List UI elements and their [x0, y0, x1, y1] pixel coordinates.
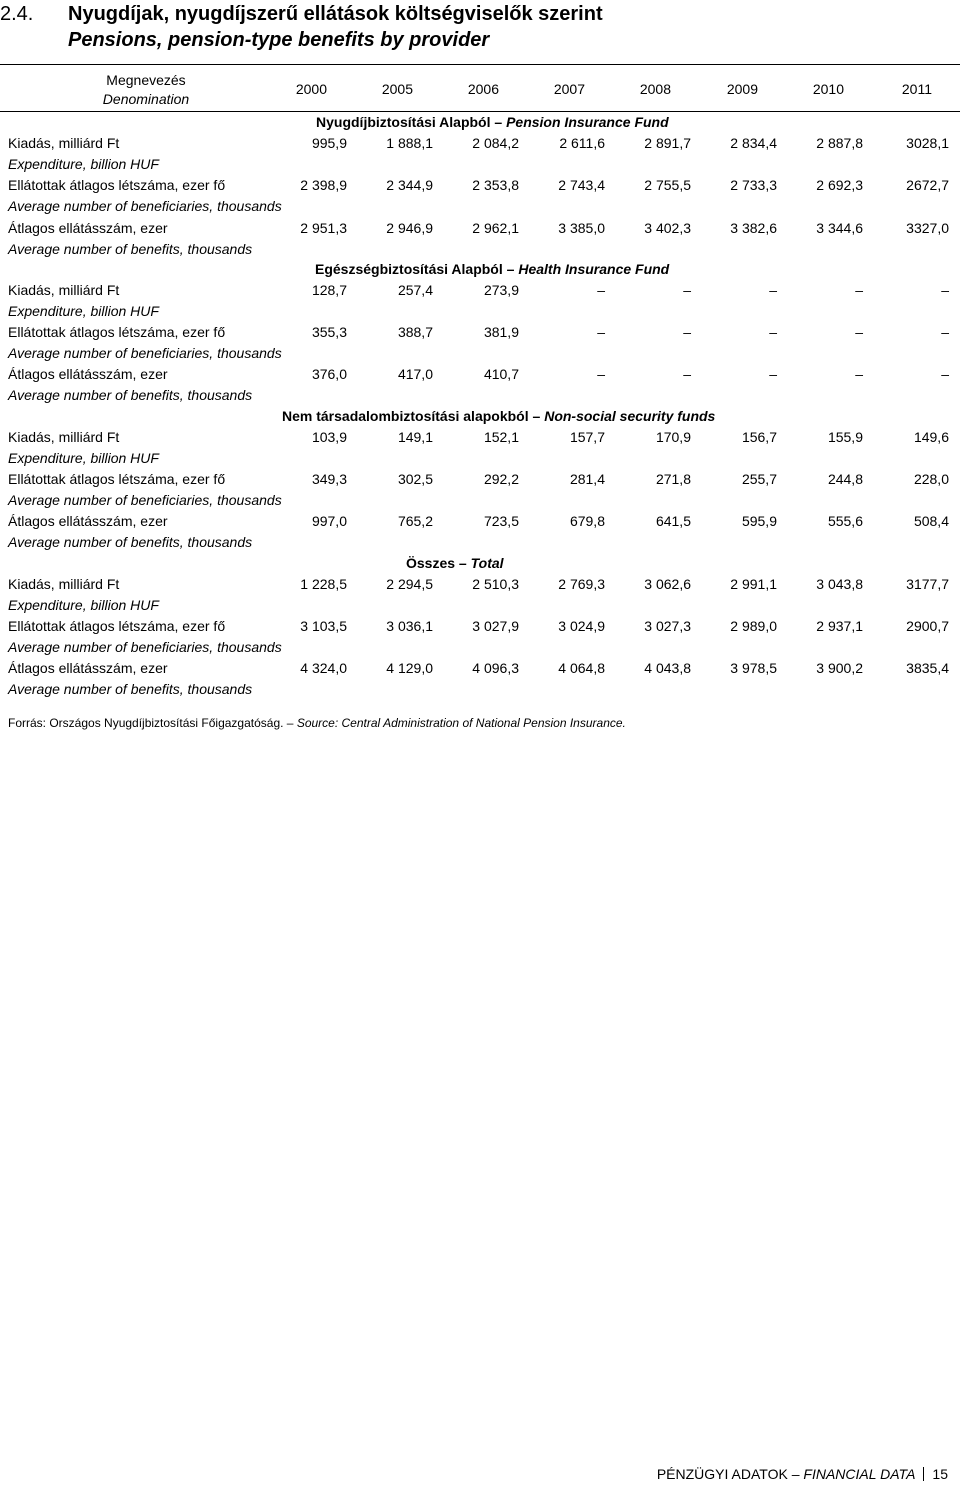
cell-value: –	[683, 324, 691, 341]
cell-value: 765,2	[397, 513, 433, 530]
cell-value: 128,7	[311, 281, 347, 298]
cell-value: 349,3	[311, 471, 347, 488]
cell-value: 3 027,9	[472, 617, 519, 634]
cell-value: 2 937,1	[816, 617, 863, 634]
cell-value: 4 324,0	[300, 660, 347, 677]
table-row	[0, 426, 960, 468]
cell-value: 3 024,9	[558, 617, 605, 634]
row-label-en: Expenditure, billion HUF	[8, 449, 159, 466]
row-label-en: Expenditure, billion HUF	[8, 156, 159, 172]
cell-value: 228,0	[913, 471, 949, 488]
cell-value: 2900,7	[906, 617, 949, 634]
section-header: Összes – Total	[406, 554, 504, 571]
cell-value: –	[941, 324, 949, 341]
cell-value: –	[769, 281, 777, 298]
cell-value: 170,9	[655, 428, 691, 445]
cell-value: 292,2	[483, 471, 519, 488]
row-label-en: Average number of benefits, thousands	[8, 387, 253, 404]
cell-value: 2 946,9	[386, 219, 433, 236]
cell-value: 156,7	[741, 428, 777, 445]
cell-value: 508,4	[913, 513, 949, 530]
cell-value: 2 991,1	[730, 575, 777, 592]
cell-value: 3 043,8	[816, 575, 863, 592]
cell-value: 2 743,4	[558, 177, 605, 194]
row-label-hu: Kiadás, milliárd Ft	[8, 135, 120, 151]
cell-value: 149,1	[397, 428, 433, 445]
cell-value: 2 769,3	[558, 575, 605, 592]
cell-value: 4 043,8	[644, 660, 691, 677]
cell-value: 995,9	[311, 135, 347, 151]
cell-value: 244,8	[827, 471, 863, 488]
table-row	[0, 279, 960, 321]
year-header: 2005	[381, 81, 413, 97]
row-label-hu: Kiadás, milliárd Ft	[8, 428, 120, 445]
cell-value: 149,6	[913, 428, 949, 445]
cell-value: 281,4	[569, 471, 605, 488]
cell-value: 381,9	[483, 324, 519, 341]
row-label-en: Average number of beneficiaries, thousands	[8, 345, 282, 362]
cell-value: 255,7	[741, 471, 777, 488]
table-row	[0, 174, 960, 216]
cell-value: 271,8	[655, 471, 691, 488]
table-row	[0, 468, 960, 510]
title-hungarian: Nyugdíjak, nyugdíjszerű ellátások költségviselők szerint	[68, 3, 603, 25]
table-row	[0, 510, 960, 552]
cell-value: 679,8	[569, 513, 605, 530]
cell-value: 376,0	[311, 366, 347, 383]
cell-value: –	[855, 324, 863, 341]
section-title-hu: Összes	[406, 554, 456, 571]
source-hu: Forrás: Országos Nyugdíjbiztosítási Főigazgatóság.	[8, 716, 284, 730]
cell-value: 2 084,2	[472, 135, 519, 151]
row-label-hu: Átlagos ellátásszám, ezer	[8, 366, 168, 383]
year-header: 2007	[553, 81, 585, 97]
cell-value: –	[769, 366, 777, 383]
row-label-hu: Átlagos ellátásszám, ezer	[8, 219, 168, 236]
year-header: 2009	[726, 81, 758, 97]
cell-value: –	[597, 324, 605, 341]
cell-value: –	[941, 281, 949, 298]
table-row	[0, 657, 960, 699]
cell-value: 2 733,3	[730, 177, 777, 194]
table-row	[0, 615, 960, 657]
cell-value: –	[597, 281, 605, 298]
cell-value: 2 962,1	[472, 219, 519, 236]
cell-value: 2 834,4	[730, 135, 777, 151]
title-english: Pensions, pension-type benefits by provider	[68, 29, 490, 51]
cell-value: 3327,0	[906, 219, 949, 236]
cell-value: 257,4	[397, 281, 433, 298]
year-header: 2006	[467, 81, 499, 97]
cell-value: 2 692,3	[816, 177, 863, 194]
cell-value: 417,0	[397, 366, 433, 383]
denomination-en: Denomination	[102, 91, 190, 107]
denomination-header	[60, 71, 232, 109]
cell-value: 155,9	[827, 428, 863, 445]
cell-value: 3 027,3	[644, 617, 691, 634]
section-title-en: Pension Insurance Fund	[506, 114, 669, 130]
cell-value: 2 510,3	[472, 575, 519, 592]
cell-value: 2 294,5	[386, 575, 433, 592]
cell-value: –	[941, 366, 949, 383]
section-title-hu: Nyugdíjbiztosítási Alapból	[316, 114, 491, 130]
cell-value: 555,6	[827, 513, 863, 530]
denomination-hu: Megnevezés	[106, 72, 186, 88]
cell-value: 3 344,6	[816, 219, 863, 236]
cell-value: 3835,4	[906, 660, 949, 677]
cell-value: 2672,7	[906, 177, 949, 194]
cell-value: 1 888,1	[386, 135, 433, 151]
section-number: 2.4.	[0, 3, 34, 25]
cell-value: 3 103,5	[300, 617, 347, 634]
cell-value: 3177,7	[906, 575, 949, 592]
year-header: 2010	[812, 81, 844, 97]
cell-value: 2 951,3	[300, 219, 347, 236]
cell-value: 355,3	[311, 324, 347, 341]
row-label-hu: Átlagos ellátásszám, ezer	[8, 513, 168, 530]
row-label-hu: Ellátottak átlagos létszáma, ezer fő	[8, 617, 226, 634]
cell-value: 2 891,7	[644, 135, 691, 151]
data-table	[0, 64, 960, 700]
page-number: 15	[932, 1466, 948, 1482]
row-label-hu: Kiadás, milliárd Ft	[8, 281, 120, 298]
cell-value: 2 611,6	[559, 135, 605, 151]
row-label-en: Average number of beneficiaries, thousands	[8, 492, 282, 509]
footer-en: FINANCIAL DATA	[803, 1466, 916, 1482]
table-row	[0, 217, 960, 259]
table-row	[0, 321, 960, 363]
cell-value: 410,7	[483, 366, 519, 383]
cell-value: 273,9	[483, 281, 519, 298]
source-en: Source: Central Administration of National Pension Insurance.	[296, 716, 626, 730]
section-title-hu: Nem társadalombiztosítási alapokból	[282, 407, 529, 424]
table-header	[0, 64, 960, 112]
cell-value: 2 398,9	[300, 177, 347, 194]
section-header: Egészségbiztosítási Alapból – Health Insurance Fund	[315, 260, 670, 277]
cell-value: 103,9	[311, 428, 347, 445]
cell-value: 3 062,6	[644, 575, 691, 592]
cell-value: 723,5	[483, 513, 519, 530]
table-row	[0, 132, 960, 174]
cell-value: 2 353,8	[472, 177, 519, 194]
row-label-en: Average number of beneficiaries, thousands	[8, 638, 282, 655]
cell-value: 3 900,2	[816, 660, 863, 677]
section-title-en: Health Insurance Fund	[518, 260, 670, 277]
cell-value: 3 036,1	[386, 617, 433, 634]
cell-value: 641,5	[655, 513, 691, 530]
cell-value: –	[855, 281, 863, 298]
cell-value: 152,1	[483, 428, 519, 445]
cell-value: 3028,1	[906, 135, 949, 151]
cell-value: 4 096,3	[472, 660, 519, 677]
section-header: Nyugdíjbiztosítási Alapból – Pension Insurance Fund	[316, 114, 669, 130]
cell-value: 3 402,3	[644, 219, 691, 236]
row-label-en: Expenditure, billion HUF	[8, 596, 159, 613]
section-header: Nem társadalombiztosítási alapokból – Non-social security funds	[282, 407, 716, 424]
table-row	[0, 573, 960, 615]
cell-value: 595,9	[741, 513, 777, 530]
cell-value: –	[683, 366, 691, 383]
section-title-hu: Egészségbiztosítási Alapból	[315, 260, 503, 277]
row-label-hu: Ellátottak átlagos létszáma, ezer fő	[8, 177, 226, 194]
cell-value: 388,7	[397, 324, 433, 341]
year-header: 2011	[901, 81, 932, 97]
row-label-en: Average number of beneficiaries, thousands	[8, 198, 282, 215]
cell-value: 302,5	[397, 471, 433, 488]
cell-value: 4 129,0	[386, 660, 433, 677]
cell-value: 157,7	[569, 428, 605, 445]
row-label-en: Expenditure, billion HUF	[8, 302, 159, 319]
cell-value: 3 385,0	[558, 219, 605, 236]
cell-value: –	[769, 324, 777, 341]
cell-value: 997,0	[311, 513, 347, 530]
section-title-en: Total	[470, 554, 504, 571]
cell-value: 4 064,8	[558, 660, 605, 677]
cell-value: 2 887,8	[816, 135, 863, 151]
cell-value: 2 755,5	[644, 177, 691, 194]
footer-separator	[923, 1467, 924, 1481]
row-label-hu: Kiadás, milliárd Ft	[8, 575, 120, 592]
cell-value: 2 344,9	[386, 177, 433, 194]
cell-value: 1 228,5	[300, 575, 347, 592]
row-label-en: Average number of benefits, thousands	[8, 681, 253, 698]
year-header: 2008	[639, 81, 671, 97]
section-title-en: Non-social security funds	[544, 407, 716, 424]
row-label-hu: Átlagos ellátásszám, ezer	[8, 660, 168, 677]
footer-hu: PÉNZÜGYI ADATOK	[656, 1466, 788, 1482]
cell-value: –	[597, 366, 605, 383]
cell-value: 2 989,0	[730, 617, 777, 634]
cell-value: 3 382,6	[730, 219, 777, 236]
year-header: 2000	[295, 81, 327, 97]
row-label-en: Average number of benefits, thousands	[8, 240, 253, 257]
table-row	[0, 363, 960, 405]
source-note: Forrás: Országos Nyugdíjbiztosítási Főigazgatóság. – Source: Central Administration of National Pension Insurance.	[8, 716, 626, 730]
row-label-en: Average number of benefits, thousands	[8, 534, 253, 551]
row-label-hu: Ellátottak átlagos létszáma, ezer fő	[8, 471, 226, 488]
row-label-hu: Ellátottak átlagos létszáma, ezer fő	[8, 324, 226, 341]
cell-value: –	[855, 366, 863, 383]
page-footer: PÉNZÜGYI ADATOK – FINANCIAL DATA 15	[656, 1466, 948, 1482]
cell-value: –	[683, 281, 691, 298]
cell-value: 3 978,5	[730, 660, 777, 677]
